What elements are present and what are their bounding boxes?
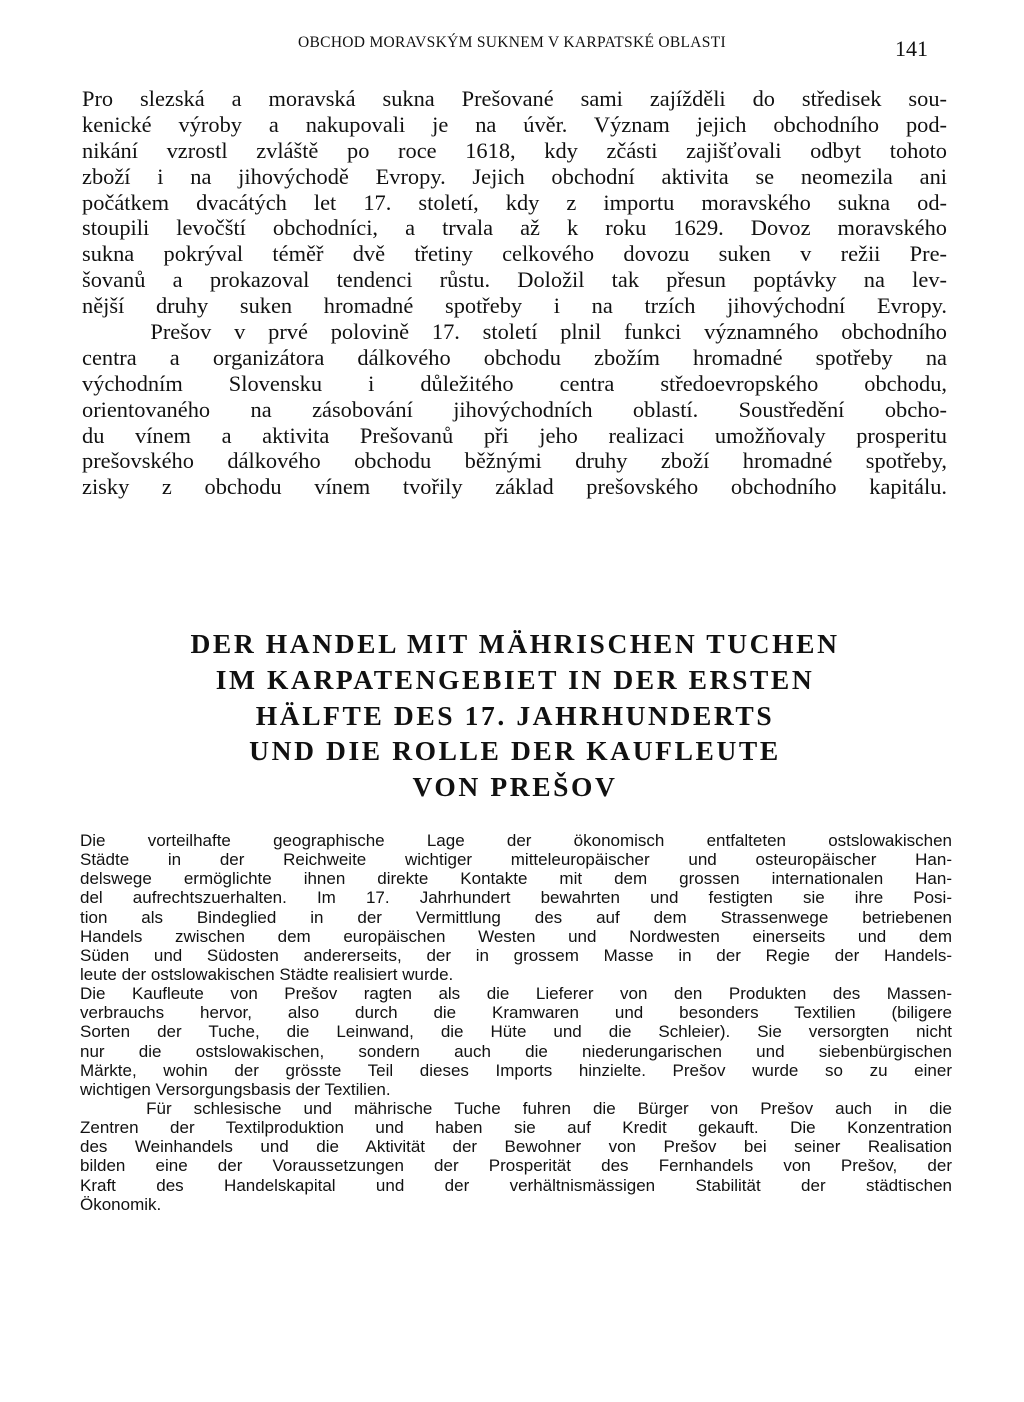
- summary-line: verbrauchs hervor, also durch die Kramwaren und besonders Textilien (biligere: [80, 1003, 952, 1023]
- summary-line: Ökonomik.: [80, 1194, 162, 1214]
- summary-line: tion als Bindeglied in der Vermittlung des auf dem Strassenwege betriebenen: [80, 907, 952, 927]
- text-line: zboží i na jihovýchodě Evropy. Jejich obchodní aktivita se neomezila ani: [82, 163, 947, 189]
- summary-line: Süden und Südosten andererseits, der in grossem Masse in der Regie der Handels-: [80, 945, 952, 965]
- text-line: nější druhy suken hromadné spotřeby i na trzích jihovýchodní Evropy.: [82, 293, 947, 319]
- text-line: východním Slovensku i důležitého centra středoevropského obchodu,: [82, 370, 947, 396]
- summary-line: bilden eine der Voraussetzungen der Prosperität des Fernhandels von Prešov, der: [80, 1156, 952, 1176]
- summary-line: Die vorteilhafte geographische Lage der ökonomisch entfalteten ostslowakischen: [80, 831, 952, 850]
- summary-line: delswege ermöglichte ihnen direkte Kontakte mit dem grossen internationalen Han-: [80, 869, 952, 889]
- summary-line: Die Kaufleute von Prešov ragten als die Lieferer von den Produkten des Massen-: [80, 984, 952, 1004]
- text-line: prešovského dálkového obchodu běžnými druhy zboží hromadné spotřeby,: [82, 448, 947, 474]
- text-line: centra a organizátora dálkového obchodu zbožím hromadné spotřeby na: [82, 344, 947, 370]
- text-line: Prešov v prvé polovině 17. století plnil funkci významného obchodního: [82, 319, 947, 345]
- summary-line: Für schlesische und mährische Tuche fuhren die Bürger von Prešov auch in die: [80, 1098, 952, 1118]
- page-number: 141: [895, 36, 928, 61]
- text-line: stoupili levočští obchodníci, a trvala až k roku 1629. Dovoz moravského: [82, 215, 947, 241]
- summary-line: leute der ostslowakischen Städte realisiert wurde.: [80, 964, 454, 984]
- german-summary-title: [80, 626, 950, 805]
- german-summary-text: [80, 831, 952, 1214]
- summary-line: Städte in der Reichweite wichtiger mitteleuropäischer und osteuropäischer Han-: [80, 850, 952, 870]
- summary-line: des Weinhandels und die Aktivität der Bewohner von Prešov bei seiner Realisation: [80, 1137, 952, 1157]
- text-line: šovanů a prokazoval tendenci růstu. Doložil tak přesun poptávky na lev-: [82, 267, 947, 293]
- summary-line: Handels zwischen dem europäischen Westen und Nordwesten einerseits und dem: [80, 926, 952, 946]
- text-line: du vínem a aktivita Prešovanů při jeho realizaci umožňovaly prosperitu: [82, 422, 947, 448]
- text-line: počátkem dvacátých let 17. století, kdy z importu moravského sukna od-: [82, 189, 947, 215]
- text-line: nikání vzrostl zvláště po roce 1618, kdy zčásti zajišťovali odbyt tohoto: [82, 137, 947, 163]
- summary-line: Kraft des Handelskapital und der verhältnismässigen Stabilität der städtischen: [80, 1175, 952, 1195]
- czech-text-block: [82, 86, 947, 500]
- summary-line: Sorten der Tuche, die Leinwand, die Hüte und die Schleier). Sie versorgten nicht: [80, 1022, 952, 1042]
- title-line: UND DIE ROLLE DER KAUFLEUTE: [249, 735, 781, 767]
- text-line: zisky z obchodu vínem tvořily základ prešovského obchodního kapitálu.: [82, 474, 947, 500]
- summary-line: nur die ostslowakischen, sondern auch die niederungarischen und siebenbürgischen: [80, 1041, 952, 1061]
- text-line: orientovaného na zásobování jihovýchodních oblastí. Soustředění obcho-: [82, 396, 947, 422]
- text-line: Pro slezská a moravská sukna Prešované sami zajížděli do středisek sou-: [82, 86, 947, 111]
- text-line: kenické výroby a nakupovali je na úvěr. Význam jejich obchodního pod-: [82, 111, 947, 137]
- summary-line: Märkte, wohin der grösste Teil dieses Imports hinzielte. Prešov wurde so zu einer: [80, 1060, 952, 1080]
- summary-line: wichtigen Versorgungsbasis der Textilien.: [80, 1079, 391, 1099]
- title-line: HÄLFTE DES 17. JAHRHUNDERTS: [255, 699, 775, 731]
- running-header: OBCHOD MORAVSKÝM SUKNEM V KARPATSKÉ OBLASTI: [298, 34, 726, 51]
- text-line: sukna pokrýval téměř dvě třetiny celkového dovozu suken v režii Pre-: [82, 241, 947, 267]
- summary-line: Zentren der Textilproduktion und haben sie auf Kredit gekauft. Die Konzentration: [80, 1118, 952, 1138]
- title-line: DER HANDEL MIT MÄHRISCHEN TUCHEN: [190, 628, 840, 659]
- title-line: IM KARPATENGEBIET IN DER ERSTEN: [215, 663, 815, 695]
- summary-line: del aufrechtszuerhalten. Im 17. Jahrhundert bewahrten und festigten sie ihre Posi-: [80, 888, 952, 908]
- title-line: VON PREŠOV: [412, 771, 618, 803]
